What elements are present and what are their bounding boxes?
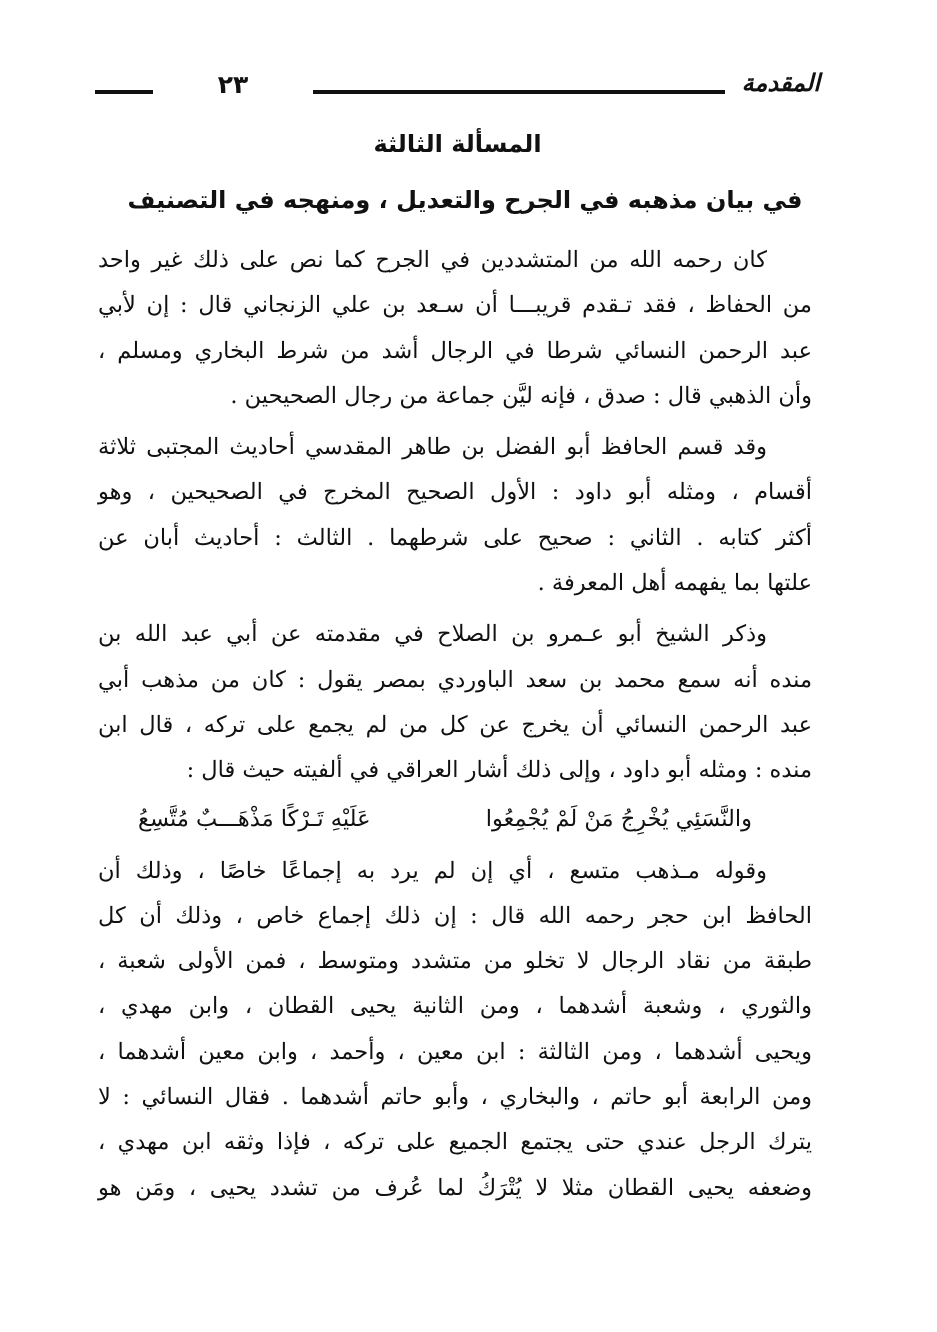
text-line: وقوله مـذهب متسع ، أي إن لم يرد به إجماعًا خاصًا ، وذلك أن — [98, 857, 767, 884]
section-title: المسألة الثالثة — [373, 130, 542, 158]
verse-second-hemistich: عَلَيْهِ تَـرْكًا مَذْهَـــبٌ مُتَّسِعُ — [138, 805, 371, 832]
paragraph-4 — [98, 849, 812, 1211]
text-line: وقد قسم الحافظ أبو الفضل بن طاهر المقدسي أحاديث المجتبى ثلاثة — [98, 434, 767, 461]
page-header — [95, 60, 820, 120]
text-line: والثوري ، وشعبة أشدهما ، ومن الثانية يحيى القطان ، وابن مهدي ، — [98, 993, 812, 1020]
header-rule-left — [95, 90, 153, 94]
text-line: ويحيى أشدهما ، ومن الثالثة : ابن معين ، وأحمد ، وابن معين أشدهما ، — [98, 1038, 812, 1065]
running-head-section: المقدمة — [741, 69, 820, 97]
paragraph-3 — [98, 612, 812, 793]
text-line: ومن الرابعة أبو حاتم ، والبخاري ، وأبو حاتم أشدهما . فقال النسائي : لا — [98, 1084, 812, 1111]
text-line: وضعفه يحيى القطان مثلا لا يُتْرَكُ لما عُرف من تشدد يحيى ، ومَن هو — [98, 1174, 812, 1201]
text-line: أكثر كتابه . الثاني : صحيح على شرطهما . الثالث : أحاديث أبان عن — [98, 524, 812, 551]
text-line: يترك الرجل عندي حتى يجتمع الجميع على تركه ، فإذا وثقه ابن مهدي ، — [98, 1129, 812, 1156]
text-line: أقسام ، ومثله أبو داود : الأول الصحيح المخرج في الصحيحين ، وهو — [98, 479, 812, 506]
section-subtitle: في بيان مذهبه في الجرح والتعديل ، ومنهجه في التصنيف — [127, 186, 803, 214]
text-line: من الحفاظ ، فقد تـقدم قريبـــا أن سـعد بن علي الزنجاني قال : إن لأبي — [98, 292, 812, 319]
header-rule-right — [313, 90, 725, 94]
text-line: طبقة من نقاد الرجال لا تخلو من متشدد ومتوسط ، فمن الأولى شعبة ، — [98, 948, 812, 975]
text-line: منده : ومثله أبو داود ، وإلى ذلك أشار العراقي في ألفيته حيث قال : — [186, 757, 812, 784]
paragraph-2 — [98, 425, 812, 606]
text-line: عبد الرحمن النسائي أن يخرج عن كل من لم يجمع على تركه ، قال ابن — [98, 711, 812, 738]
page-number: ٢٣ — [217, 70, 249, 99]
text-line: منده أنه سمع محمد بن سعد الباوردي بمصر يقول : كان من مذهب أبي — [98, 666, 812, 693]
body-text — [98, 238, 812, 1211]
text-line: كان رحمه الله من المتشددين في الجرح كما نص على ذلك غير واحد — [98, 247, 767, 273]
poetry-verse — [98, 794, 812, 849]
verse-first-hemistich: والنَّسَئِي يُخْرِجُ مَنْ لَمْ يُجْمِعُوا — [485, 805, 752, 832]
text-line: علتها بما يفهمه أهل المعرفة . — [537, 570, 812, 597]
text-line: وذكر الشيخ أبو عـمرو بن الصلاح في مقدمته عن أبي عبد الله بن — [98, 621, 767, 648]
paragraph-1 — [98, 238, 812, 419]
text-line: وأن الذهبي قال : صدق ، فإنه ليَّن جماعة من رجال الصحيحين . — [230, 382, 812, 409]
text-line: عبد الرحمن النسائي شرطا في الرجال أشد من شرط البخاري ومسلم ، — [98, 337, 812, 364]
text-line: الحافظ ابن حجر رحمه الله قال : إن ذلك إجماع خاص ، وذلك أن كل — [98, 902, 812, 929]
